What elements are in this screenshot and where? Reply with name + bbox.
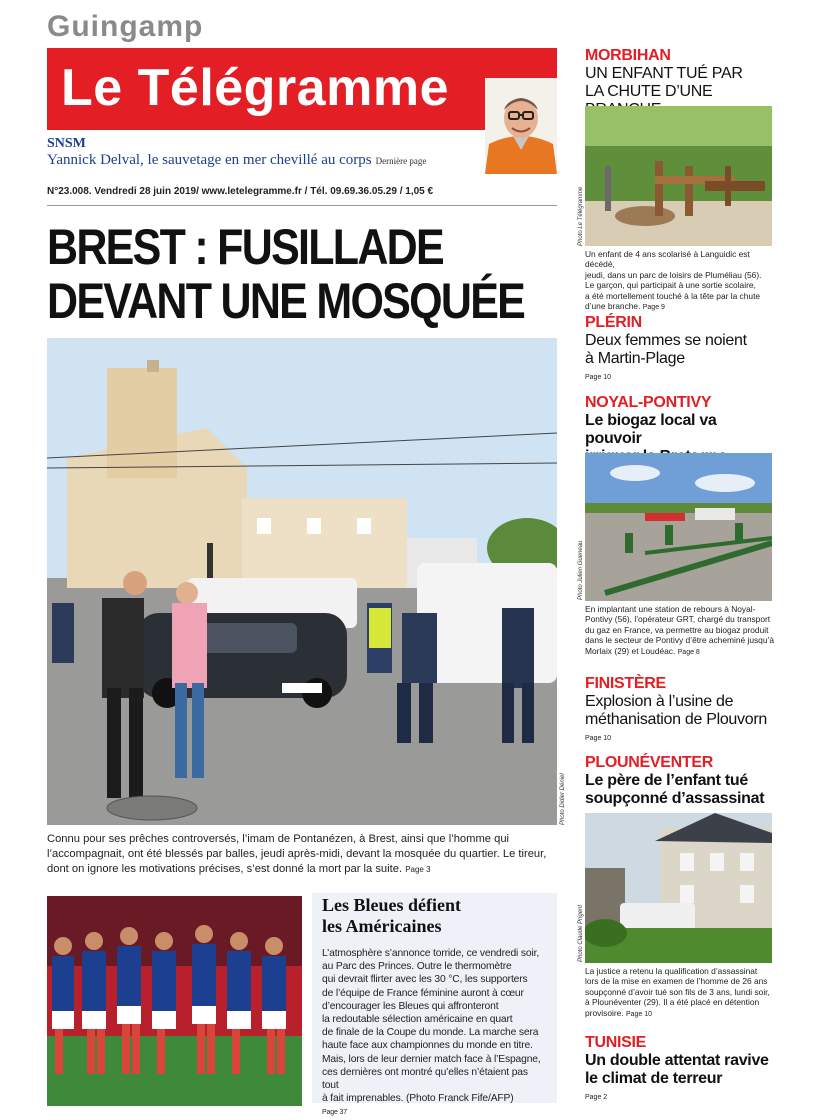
finistere-page: Page 10: [585, 735, 612, 742]
main-photo[interactable]: [47, 338, 557, 825]
sport-body: [322, 947, 547, 1120]
plouneventer-photo-credit: Photo Claude Prigent: [578, 904, 584, 962]
teaser-text: Yannick Delval, le sauvetage en mer chevillé au corps: [47, 152, 372, 168]
edition-name: Guingamp: [47, 10, 204, 43]
sidebar-plouneventer[interactable]: [585, 754, 775, 808]
tunisie-region: TUNISIE: [585, 1034, 647, 1051]
teaser-line: [47, 152, 487, 169]
sport-body-line: qui devrait flirter avec les 30 °C, les supporters: [322, 974, 528, 986]
issue-info: N°23.008. Vendredi 28 juin 2019/ www.letelegramme.fr / Tél. 09.69.36.05.29 / 1,05 €: [47, 186, 434, 197]
sport-photo[interactable]: [47, 896, 302, 1106]
noyal-title-line1: Le biogaz local va pouvoir: [585, 412, 717, 447]
morbihan-text-line: a été mortellement touché à la tête par la chute: [585, 290, 761, 301]
sport-body-line: d’encourager les Bleues qui affronteront: [322, 1000, 499, 1012]
morbihan-title-line1: UN ENFANT TUÉ PAR: [585, 65, 743, 82]
plouneventer-title-line1: Le père de l’enfant tué: [585, 772, 748, 789]
noyal-text-line: dans le secteur de Pontivy d’être acheminé jusqu’à: [585, 635, 775, 646]
plouneventer-region: PLOUNÉVENTER: [585, 754, 713, 771]
morbihan-photo[interactable]: [585, 106, 772, 246]
noyal-page: Page 8: [677, 648, 700, 656]
main-headline[interactable]: [47, 219, 525, 329]
noyal-text-line: du gaz en France, va permettre au biogaz produit: [585, 624, 769, 635]
plouneventer-page: Page 10: [625, 1010, 653, 1018]
plerin-page: Page 10: [585, 374, 612, 381]
plerin-region: PLÉRIN: [585, 314, 642, 331]
morbihan-text-line: Un enfant de 4 ans scolarisé à Languidic est décédé,: [585, 249, 750, 270]
morbihan-text: [585, 249, 775, 313]
plouneventer-text-line: soupçonné d’avoir tué son fils de 3 ans, lundi soir,: [585, 986, 770, 997]
sport-body-line: la redoutable sélection américaine en quart: [322, 1014, 513, 1026]
teaser-kicker: SNSM: [47, 136, 86, 151]
noyal-photo-credit: Photo Julien Gueneau: [578, 540, 584, 600]
morbihan-text-line: [585, 301, 775, 313]
teaser-snsm[interactable]: [47, 136, 487, 169]
sidebar-finistere[interactable]: [585, 675, 775, 742]
main-photo-credit: Photo Didier Déniel: [560, 773, 566, 825]
morbihan-text-line: Le garçon, qui participait à une sortie scolaire,: [585, 280, 756, 291]
noyal-text-line: Pontivy (56), l’opérateur GRT, chargé du transport: [585, 614, 771, 625]
sidebar-plerin[interactable]: [585, 314, 775, 381]
tunisie-title-line2: le climat de terreur: [585, 1070, 723, 1087]
tunisie-page: Page 2: [585, 1094, 608, 1101]
morbihan-text-line: jeudi, dans un parc de loisirs de Pluméliau (56).: [585, 269, 762, 280]
sport-title-line1: Les Bleues défient: [322, 895, 461, 915]
plouneventer-text-last: provisoire.: [585, 1007, 624, 1018]
tunisie-title-line1: Un double attentat ravive: [585, 1052, 769, 1069]
masthead[interactable]: [47, 48, 557, 130]
plouneventer-text-line: à Plounéventer (29). Il a été placé en détention: [585, 997, 760, 1008]
main-caption-page: Page 3: [405, 865, 431, 874]
finistere-title-line2: méthanisation de Plouvorn: [585, 711, 767, 728]
sport-body-line: Mais, lors de leur dernier match face à l’Espagne,: [322, 1053, 541, 1065]
sport-title-line2: les Américaines: [322, 916, 442, 936]
main-caption[interactable]: [47, 832, 557, 877]
noyal-photo[interactable]: [585, 453, 772, 601]
plerin-title-line1: Deux femmes se noient: [585, 332, 747, 349]
plerin-title-line2: à Martin-Plage: [585, 350, 685, 367]
plouneventer-title-line2: soupçonné d’assassinat: [585, 790, 765, 807]
finistere-region: FINISTÈRE: [585, 675, 666, 692]
sport-body-line: ces dernières ont montré qu’elles n’étaient pas tout: [322, 1066, 528, 1092]
morbihan-region: MORBIHAN: [585, 47, 671, 64]
issue-divider: [47, 205, 557, 206]
plouneventer-text-line: La justice a retenu la qualification d’assassinat: [585, 966, 758, 976]
noyal-region: NOYAL-PONTIVY: [585, 394, 712, 411]
sport-body-line: de finale de la Coupe du monde. La marche sera: [322, 1027, 539, 1039]
morbihan-photo-credit: Photo Le Télégramme: [578, 186, 584, 246]
morbihan-page: Page 9: [642, 304, 665, 312]
main-headline-line2: DEVANT UNE MOSQUÉE: [47, 273, 525, 329]
morbihan-title-line2: LA CHUTE D’UNE: [585, 83, 713, 100]
noyal-text-line: [585, 646, 775, 658]
finistere-title-line1: Explosion à l’usine de: [585, 693, 734, 710]
teaser-portrait[interactable]: [485, 78, 557, 174]
noyal-text-line: En implantant une station de rebours à Noyal-: [585, 604, 756, 614]
sport-body-line: de l’équipe de France féminine auront à cœur: [322, 987, 524, 999]
sport-body-line: haute face aux championnes du monde en titre.: [322, 1040, 533, 1052]
teaser-page: Dernière page: [375, 156, 427, 166]
sport-body-line: au Parc des Princes. Outre le thermomètre: [322, 961, 512, 973]
sidebar-tunisie[interactable]: [585, 1034, 775, 1101]
plouneventer-text-line: [585, 1008, 775, 1020]
main-caption-text: Connu pour ses prêches controversés, l’imam de Pontanézen, à Brest, ainsi que l’homme qui l’accompagnait, ont été blessés par balles, jeudi après-midi, devant la mosquée du quartier. Le tireur, dont on ignore les motivations précises, s’est donné la mort par la suite.: [47, 833, 547, 875]
main-headline-line1: BREST : FUSILLADE: [47, 219, 443, 275]
plouneventer-photo[interactable]: [585, 813, 772, 963]
plouneventer-text: [585, 966, 775, 1020]
sport-page: Page 37: [322, 1109, 348, 1117]
noyal-text: [585, 604, 775, 658]
newspaper-logo: Le Télégramme: [61, 59, 449, 117]
noyal-text-last: Morlaix (29) et Loudéac.: [585, 645, 676, 656]
sport-body-line: L’atmosphère s’annonce torride, ce vendredi soir,: [322, 948, 540, 959]
sport-body-line: à fait imprenables. (Photo Franck Fife/AFP): [322, 1093, 514, 1105]
sport-title: [322, 895, 547, 937]
plouneventer-text-line: lors de la mise en examen de l’homme de 26 ans: [585, 976, 768, 987]
morbihan-text-last: d’une branche.: [585, 301, 641, 312]
sport-article[interactable]: [312, 893, 557, 1117]
